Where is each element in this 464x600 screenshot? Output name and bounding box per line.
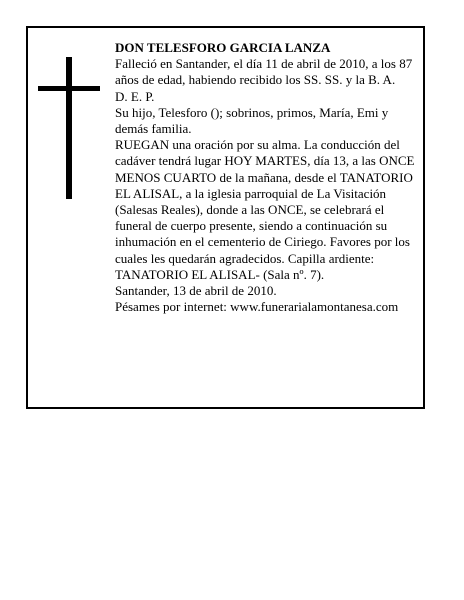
deceased-name: DON TELESFORO GARCIA LANZA xyxy=(115,40,331,55)
death-announcement: Falleció en Santander, el día 11 de abril de 2010, a los 87 años de edad, habiendo recibido los SS. SS. y la B. A. xyxy=(115,56,413,88)
condolences-line: Pésames por internet: www.funerarialamontanesa.com xyxy=(115,299,399,315)
obituary-notice xyxy=(26,26,425,409)
service-details: RUEGAN una oración por su alma. La conducción del cadáver tendrá lugar HOY MARTES, día 13, a las ONCE MENOS CUARTO de la mañana, desde el TANATORIO EL ALISAL, a la iglesia parroquial de La Visitación (Salesas Reales), donde a las ONCE, se celebrará el funeral de cuerpo presente, siendo a continuación su inhumación en el cementerio de Ciriego. Favores por los cuales les quedarán agradecidos. Capilla ardiente: TANATORIO EL ALISAL- (Sala nº. 7). xyxy=(115,137,415,282)
cross-vertical-bar xyxy=(66,57,72,199)
rip-line: D. E. P. xyxy=(115,88,155,104)
notice-text xyxy=(115,40,415,315)
cross-horizontal-bar xyxy=(38,86,100,91)
family-line: Su hijo, Telesforo (); sobrinos, primos, María, Emi y demás familia. xyxy=(115,104,389,137)
place-date-line: Santander, 13 de abril de 2010. xyxy=(115,283,277,299)
